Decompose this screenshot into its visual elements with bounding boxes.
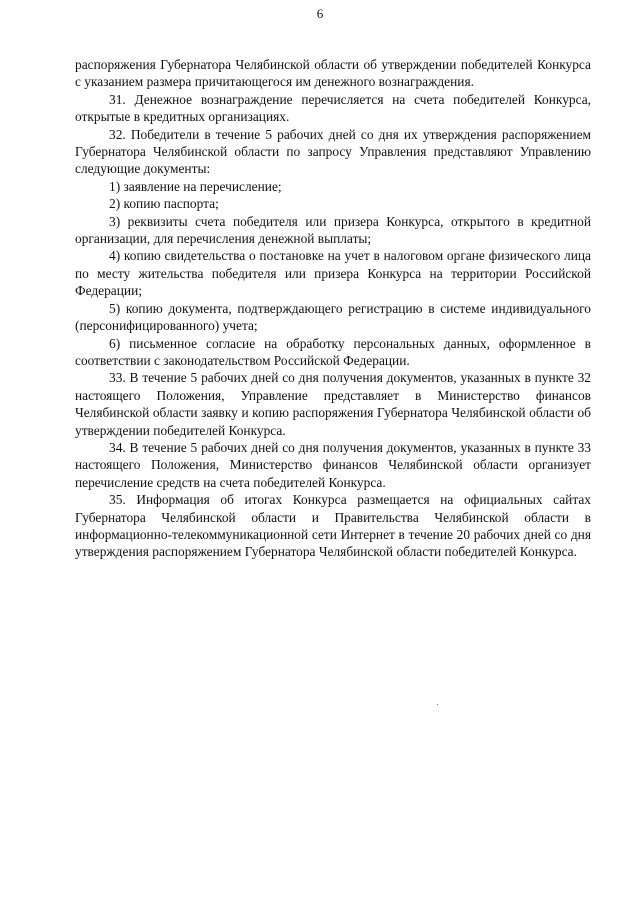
list-item-6: 6) письменное согласие на обработку персональных данных, оформленное в соответствии с законодательством Российской Федерации. bbox=[75, 335, 591, 368]
paragraph-continuation: распоряжения Губернатора Челябинской области об утверждении победителей Конкурса с указанием размера причитающегося им денежного вознаграждения. bbox=[75, 57, 591, 90]
paragraph-33: 33. В течение 5 рабочих дней со дня получения документов, указанных в пункте 32 настоящего Положения, Управление представляет в Министерство финансов Челябинской области заявку и копию распоряжения Губернатора Челябинской области об утверждении победителей Конкурса. bbox=[75, 370, 591, 438]
list-item-5: 5) копию документа, подтверждающего регистрацию в системе индивидуального (персонифицированного) учета; bbox=[75, 300, 591, 334]
paragraph-32: 32. Победители в течение 5 рабочих дней со дня их утверждения распоряжением Губернатора Челябинской области по запросу Управления представляют Управлению следующие документы: bbox=[75, 126, 591, 177]
list-item-1: 1) заявление на перечисление; bbox=[109, 178, 282, 194]
page-number: 6 bbox=[316, 6, 324, 21]
paragraph-31: 31. Денежное вознаграждение перечисляется на счета победителей Конкурса, открытые в кредитных организациях. bbox=[75, 91, 591, 125]
list-item-4: 4) копию свидетельства о постановке на учет в налоговом органе физического лица по месту жительства победителя или призера Конкурса на территории Российской Федерации; bbox=[75, 248, 591, 299]
list-item-2: 2) копию паспорта; bbox=[109, 196, 219, 212]
list-item-3: 3) реквизиты счета победителя или призера Конкурса, открытого в кредитной организации, для перечисления денежной выплаты; bbox=[75, 213, 591, 247]
paragraph-35: 35. Информация об итогах Конкурса размещается на официальных сайтах Губернатора Челябинской области и Правительства Челябинской области в информационно-телекоммуникационной сети Интернет в течение 20 рабочих дней со дня утверждения распоряжением Губернатора Челябинской области победителей Конкурса. bbox=[75, 492, 591, 560]
document-body bbox=[75, 56, 591, 561]
scan-speck bbox=[437, 704, 438, 705]
paragraph-34: 34. В течение 5 рабочих дней со дня получения документов, указанных в пункте 33 настоящего Положения, Министерство финансов Челябинской области организует перечисление средств на счета победителей Конкурса. bbox=[75, 439, 591, 490]
